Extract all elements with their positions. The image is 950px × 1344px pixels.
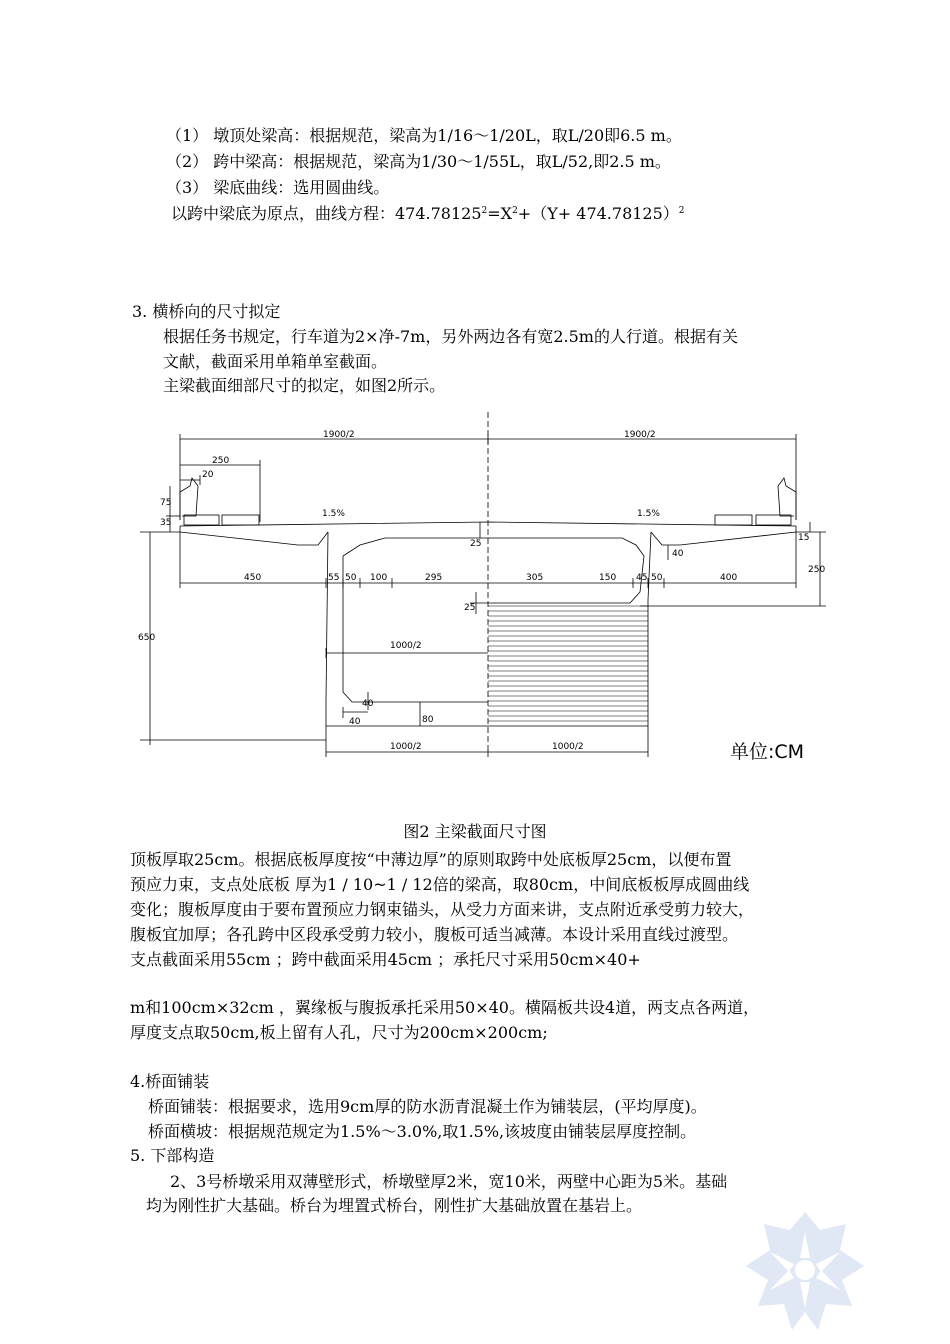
dim-40-left: 40 <box>349 717 361 727</box>
box-inner-right <box>488 538 644 603</box>
dim-15: 15 <box>798 533 810 543</box>
dim-295: 295 <box>425 573 443 583</box>
body-line-5: 支点截面采用55cm ；跨中截面采用45cm ；承托尺寸采用50cm×40+ <box>130 950 641 969</box>
right-railing <box>778 478 796 520</box>
dim-100: 100 <box>370 573 388 583</box>
dim-35: 35 <box>160 518 172 528</box>
dim-50a: 50 <box>345 573 357 583</box>
unit-label: 单位:CM <box>730 741 805 763</box>
dim-80: 80 <box>422 715 434 725</box>
dim-bottom-right: 1000/2 <box>552 742 584 752</box>
slope-left: 1.5% <box>322 509 345 519</box>
cross-section-drawing <box>0 400 950 800</box>
body-line-1: 顶板厚取25cm。根据底板厚度按“中薄边厚”的原则取跨中处底板厚25cm，以便布置 <box>130 850 732 869</box>
dim-40-right: 40 <box>672 549 684 559</box>
left-web-outer <box>326 532 488 726</box>
dim-305: 305 <box>526 573 544 583</box>
dim-75: 75 <box>160 498 172 508</box>
left-railing <box>180 478 198 520</box>
section4-title: 4.桥面铺装 <box>130 1072 210 1091</box>
section5-line-1: 2、3号桥墩采用双薄壁形式，桥墩壁厚2米，宽10米，两壁中心距为5米。基础 <box>170 1172 728 1191</box>
left-sidewalk-block-1 <box>184 515 219 525</box>
dim-20: 20 <box>202 470 214 480</box>
dim-45: 45 <box>636 573 648 583</box>
right-sidewalk-block-1 <box>715 515 752 525</box>
box-inner-top <box>343 538 488 556</box>
dim-25-mid: 25 <box>464 603 476 613</box>
section5-line-2: 均为刚性扩大基础。桥台为埋置式桥台，刚性扩大基础放置在基岩上。 <box>146 1196 643 1215</box>
right-sidewalk-block-2 <box>756 515 791 525</box>
intro-item-3: （3） 梁底曲线：选用圆曲线。 <box>166 178 390 197</box>
dim-top-right: 1900/2 <box>624 430 656 440</box>
dim-250-right: 250 <box>808 565 826 575</box>
body-line-2: 预应力束，支点处底板 厚为1 / 10~1 / 12倍的梁高，取80cm，中间底板板厚成圆曲线 <box>130 875 750 894</box>
dim-650: 650 <box>138 633 156 643</box>
section4-line-2: 桥面横坡：根据规范规定为1.5%～3.0%,取1.5%,该坡度由铺装层厚度控制。 <box>148 1122 697 1141</box>
dim-mid-half: 1000/2 <box>390 641 422 651</box>
dim-150: 150 <box>599 573 617 583</box>
slope-right: 1.5% <box>637 509 660 519</box>
section4-line-1: 桥面铺装：根据要求，选用9cm厚的防水沥青混凝土作为铺装层，(平均厚度)。 <box>148 1097 707 1116</box>
left-sidewalk-block-2 <box>222 515 259 525</box>
snowflake-watermark-icon <box>740 1208 870 1344</box>
intro-item-2: （2） 跨中梁高：根据规范，梁高为1/30～1/55L，取L/52,即2.5 m。 <box>166 152 671 171</box>
left-flange <box>180 532 328 545</box>
curve-equation: 以跨中梁底为原点，曲线方程：$474.78125^2=X^2+(Y+ 474.78125)^2$ <box>171 204 685 223</box>
dim-450: 450 <box>244 573 262 583</box>
right-web <box>488 532 651 726</box>
dim-top-left: 1900/2 <box>323 430 355 440</box>
intro-item-1: （1） 墩顶处梁高：根据规范，梁高为1/16～1/20L，取L/20即6.5 m。 <box>166 126 682 145</box>
section3-p2: 主梁截面细部尺寸的拟定，如图2所示。 <box>163 376 446 395</box>
dim-250: 250 <box>212 456 230 466</box>
figure-caption: 图2 主梁截面尺寸图 <box>403 822 547 841</box>
dim-25-top: 25 <box>470 539 482 549</box>
body-line-7: 厚度支点取50cm,板上留有人孔，尺寸为200cm×200cm; <box>130 1023 548 1042</box>
hatch-region <box>488 606 648 721</box>
section5-title: 5. 下部构造 <box>130 1146 215 1165</box>
dim-50b: 50 <box>651 573 663 583</box>
right-flange <box>651 532 796 545</box>
dim-bottom-left: 1000/2 <box>390 742 422 752</box>
section3-p1-line1: 根据任务书规定，行车道为2×净-7m，另外两边各有宽2.5m的人行道。根据有关 <box>163 327 738 346</box>
body-line-3: 变化；腹板厚度由于要布置预应力钢束锚头，从受力方面来讲，支点附近承受剪力较大， <box>130 900 755 919</box>
section3-title: 3. 横桥向的尺寸拟定 <box>132 302 281 321</box>
dim-55: 55 <box>328 573 340 583</box>
dim-40-bot: 40 <box>362 699 374 709</box>
section3-p1-line2: 文献，截面采用单箱单室截面。 <box>163 352 388 371</box>
body-line-4: 腹板宜加厚；各孔跨中区段承受剪力较小，腹板可适当减薄。本设计采用直线过渡型。 <box>130 925 739 944</box>
dim-400: 400 <box>720 573 738 583</box>
left-web-inner <box>343 556 488 702</box>
body-line-6: m和100cm×32cm ，翼缘板与腹扳承托采用50×40。横隔板共设4道，两支点各两道， <box>130 998 760 1017</box>
